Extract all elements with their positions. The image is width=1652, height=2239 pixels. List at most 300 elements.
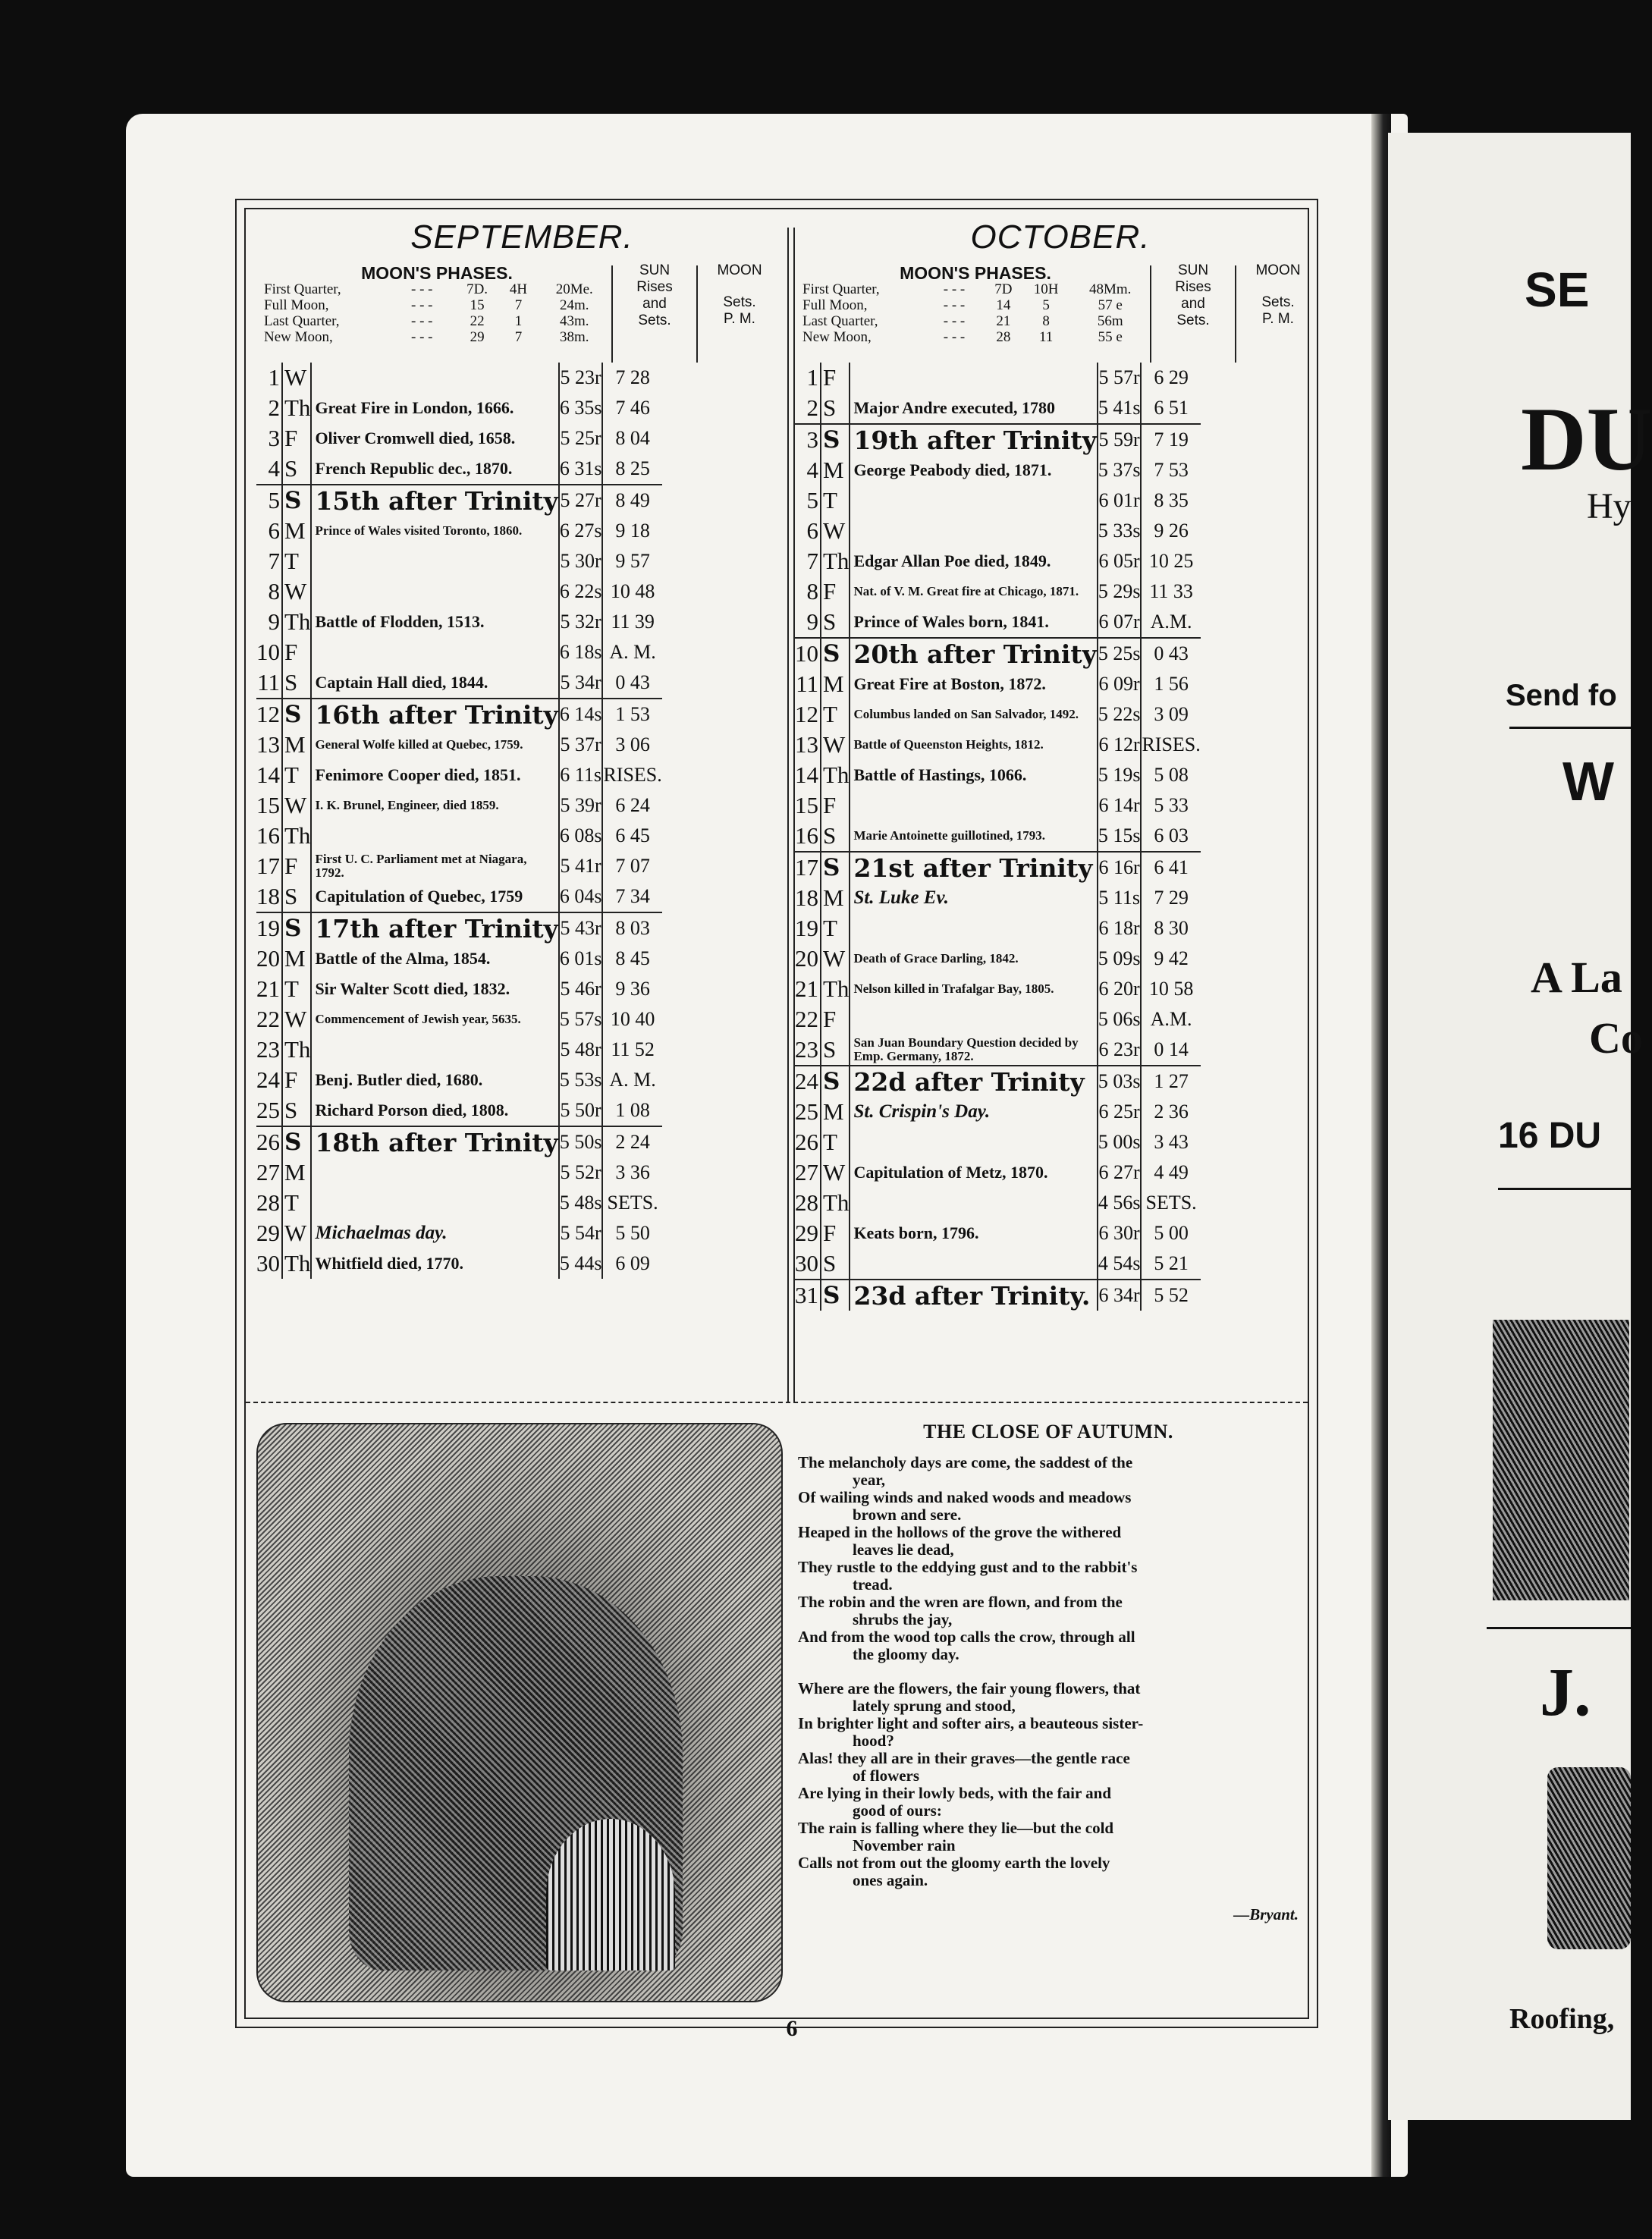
weekday: M xyxy=(282,516,311,546)
sun-time: 4 54s xyxy=(1098,1248,1142,1280)
day-row xyxy=(795,1035,1201,1066)
day-row xyxy=(795,974,1201,1004)
day-row xyxy=(795,883,1201,913)
poem-stanza xyxy=(798,1680,1299,1889)
weekday: S xyxy=(821,424,850,455)
moon-time: 7 53 xyxy=(1141,455,1200,485)
sunday-row xyxy=(795,1280,1201,1311)
day-row xyxy=(256,1188,662,1218)
sun-time: 5 50s xyxy=(559,1126,603,1157)
moon-phase-name: New Moon, xyxy=(264,329,333,345)
moon-phase-row xyxy=(262,297,611,313)
moon-phase-name: New Moon, xyxy=(802,329,872,345)
day-row xyxy=(795,699,1201,730)
moon-phase-hour: 1 xyxy=(514,313,523,329)
day-number: 23 xyxy=(795,1036,818,1063)
weekday: W xyxy=(282,363,311,393)
september-moon-phases xyxy=(262,265,611,345)
day-row xyxy=(256,851,662,881)
day-row xyxy=(256,607,662,637)
divider-rule xyxy=(1509,727,1631,729)
weekday: F xyxy=(821,1218,850,1248)
moon-phase-hour: 10H xyxy=(1033,281,1059,297)
moon-time: 7 28 xyxy=(602,363,661,393)
moon-phase-row xyxy=(801,281,1150,297)
day-row xyxy=(256,637,662,667)
moon-phase-hour: 7 xyxy=(514,297,523,313)
day-row xyxy=(795,393,1201,424)
weekday: W xyxy=(282,576,311,607)
day-number: 12 xyxy=(795,701,818,727)
day-row xyxy=(256,1035,662,1065)
day-number: 31 xyxy=(795,1280,821,1311)
sunday-title: 17th after Trinity xyxy=(311,912,558,944)
day-row xyxy=(256,974,662,1004)
weekday: S xyxy=(821,1066,850,1097)
day-event xyxy=(850,790,1097,821)
moon-phase-dots: - - - xyxy=(411,297,433,313)
day-number: 26 xyxy=(256,1126,282,1157)
day-event: Battle of Flodden, 1513. xyxy=(311,607,558,637)
day-row xyxy=(256,516,662,546)
day-event: Battle of Queenston Heights, 1812. xyxy=(850,730,1097,760)
day-event: Sir Walter Scott died, 1832. xyxy=(311,974,558,1004)
right-page-engraving xyxy=(1493,1320,1629,1600)
moon-time: 3 36 xyxy=(602,1157,661,1188)
moon-phase-minute: 56m xyxy=(1097,313,1123,329)
weekday: F xyxy=(821,576,850,607)
right-fragment: A La xyxy=(1531,953,1622,1002)
day-event xyxy=(311,363,558,393)
day-number: 25 xyxy=(256,1097,280,1123)
october-moon-phases xyxy=(801,265,1150,345)
weekday: S xyxy=(282,485,311,516)
weekday: W xyxy=(821,516,850,546)
page-number: 6 xyxy=(786,2016,798,2041)
moon-time: 9 42 xyxy=(1141,944,1200,974)
weekday: Th xyxy=(282,393,311,423)
sun-time: 5 37r xyxy=(559,730,603,760)
weekday: W xyxy=(821,944,850,974)
day-event: Capitulation of Metz, 1870. xyxy=(850,1157,1097,1188)
moon-phase-day: 7D xyxy=(994,281,1013,297)
day-number: 25 xyxy=(795,1098,818,1125)
day-number: 17 xyxy=(256,853,280,879)
day-row xyxy=(256,790,662,821)
moon-time: 8 25 xyxy=(602,454,661,485)
day-row xyxy=(795,1157,1201,1188)
moon-phases-table xyxy=(801,281,1150,345)
poem-line: Heaped in the hollows of the grove the withered xyxy=(798,1523,1122,1541)
day-event: St. Luke Ev. xyxy=(850,883,1097,913)
day-number: 24 xyxy=(795,1066,821,1097)
sun-time: 6 08s xyxy=(559,821,603,851)
moon-time: 9 18 xyxy=(602,516,661,546)
weekday: Th xyxy=(821,1188,850,1218)
sun-time: 6 20r xyxy=(1098,974,1142,1004)
moon-phase-row xyxy=(262,313,611,329)
weekday: T xyxy=(821,913,850,944)
day-event xyxy=(311,637,558,667)
day-row xyxy=(256,363,662,393)
day-event xyxy=(850,1127,1097,1157)
moon-time: 2 36 xyxy=(1141,1097,1200,1127)
moon-phase-day: 22 xyxy=(470,313,485,329)
day-row xyxy=(256,454,662,485)
moon-phase-name: First Quarter, xyxy=(802,281,880,297)
moon-time: SETS. xyxy=(1141,1188,1200,1218)
sun-time: 5 30r xyxy=(559,546,603,576)
day-row xyxy=(795,760,1201,790)
sun-time: 6 01r xyxy=(1098,485,1142,516)
moon-phase-row xyxy=(801,329,1150,345)
poem-line-continuation: shrubs the jay, xyxy=(853,1610,953,1628)
day-event xyxy=(311,821,558,851)
sunday-row xyxy=(795,424,1201,455)
day-event: Battle of the Alma, 1854. xyxy=(311,944,558,974)
moon-time: 8 30 xyxy=(1141,913,1200,944)
moon-time: 0 43 xyxy=(1141,638,1200,669)
right-fragment: DU xyxy=(1521,388,1652,489)
day-number: 29 xyxy=(256,1220,280,1246)
moon-time: 8 03 xyxy=(602,912,661,944)
moon-phase-dots: - - - xyxy=(411,329,433,345)
weekday: W xyxy=(821,730,850,760)
day-number: 15 xyxy=(256,792,280,818)
sun-time: 6 18s xyxy=(559,637,603,667)
day-event: Prince of Wales born, 1841. xyxy=(850,607,1097,638)
weekday: F xyxy=(821,363,850,393)
day-row xyxy=(795,455,1201,485)
almanac-inner-frame xyxy=(244,208,1309,2041)
moon-time: 6 24 xyxy=(602,790,661,821)
sunday-title: 21st after Trinity xyxy=(850,852,1097,883)
day-row xyxy=(256,393,662,423)
moon-column-heading: MOON Sets. P. M. xyxy=(1255,262,1301,327)
sun-time: 5 33s xyxy=(1098,516,1142,546)
poem-line-continuation: ones again. xyxy=(853,1871,928,1889)
weekday: M xyxy=(821,1097,850,1127)
day-number: 11 xyxy=(796,670,818,697)
weekday: Th xyxy=(821,760,850,790)
sunday-row xyxy=(256,1126,662,1157)
day-row xyxy=(795,363,1201,393)
day-row xyxy=(795,485,1201,516)
sun-time: 4 56s xyxy=(1098,1188,1142,1218)
day-number: 20 xyxy=(256,945,280,972)
day-row xyxy=(256,1218,662,1248)
moon-column-heading: MOON Sets. P. M. xyxy=(717,262,762,327)
moon-time: 5 33 xyxy=(1141,790,1200,821)
sun-time: 6 04s xyxy=(559,881,603,912)
day-event: Prince of Wales visited Toronto, 1860. xyxy=(311,516,558,546)
sunday-row xyxy=(256,485,662,516)
moon-phase-row xyxy=(801,313,1150,329)
moon-phase-hour: 5 xyxy=(1042,297,1050,313)
moon-time: RISES. xyxy=(1141,730,1200,760)
moon-phase-dots: - - - xyxy=(411,281,433,297)
day-number: 28 xyxy=(795,1189,818,1216)
moon-phase-hour: 8 xyxy=(1042,313,1050,329)
day-row xyxy=(795,669,1201,699)
day-event xyxy=(311,1157,558,1188)
sun-time: 5 15s xyxy=(1098,821,1142,852)
moon-time: 1 08 xyxy=(602,1095,661,1126)
day-number: 27 xyxy=(795,1159,818,1185)
sunday-row xyxy=(256,699,662,730)
day-event: Commencement of Jewish year, 5635. xyxy=(311,1004,558,1035)
day-row xyxy=(256,423,662,454)
sun-time: 5 44s xyxy=(559,1248,603,1279)
moon-phase-minute: 55 e xyxy=(1098,329,1123,345)
weekday: T xyxy=(282,974,311,1004)
weekday: T xyxy=(282,760,311,790)
moon-time: 8 49 xyxy=(602,485,661,516)
day-event: Nat. of V. M. Great fire at Chicago, 1871. xyxy=(850,576,1097,607)
right-fragment: Roofing, xyxy=(1509,2003,1615,2035)
right-fragment: 16 DU xyxy=(1498,1116,1602,1156)
day-number: 27 xyxy=(256,1159,280,1185)
day-event: Benj. Butler died, 1680. xyxy=(311,1065,558,1095)
day-event: I. K. Brunel, Engineer, died 1859. xyxy=(311,790,558,821)
moon-phase-name: First Quarter, xyxy=(264,281,341,297)
day-number: 5 xyxy=(806,487,818,513)
day-number: 19 xyxy=(795,915,818,941)
moon-time: RISES. xyxy=(602,760,661,790)
moon-time: 5 08 xyxy=(1141,760,1200,790)
day-number: 16 xyxy=(256,822,280,849)
moon-time: 8 04 xyxy=(602,423,661,454)
sun-time: 5 11s xyxy=(1098,883,1142,913)
weekday: Th xyxy=(282,1035,311,1065)
sunday-title: 20th after Trinity xyxy=(850,638,1097,669)
day-number: 28 xyxy=(256,1189,280,1216)
sun-column-heading: SUN Rises and Sets. xyxy=(636,262,673,328)
poem-line-continuation: lately sprung and stood, xyxy=(853,1697,1016,1715)
weekday: S xyxy=(282,699,311,730)
day-number: 8 xyxy=(806,578,818,604)
moon-time: 3 43 xyxy=(1141,1127,1200,1157)
day-number: 8 xyxy=(268,578,280,604)
day-event: Great Fire at Boston, 1872. xyxy=(850,669,1097,699)
sun-time: 5 27r xyxy=(559,485,603,516)
day-row xyxy=(795,1004,1201,1035)
day-number: 1 xyxy=(268,364,280,391)
moon-time: A. M. xyxy=(602,1065,661,1095)
moon-phase-hour: 11 xyxy=(1038,329,1054,345)
autumn-engraving-illustration xyxy=(256,1423,783,2002)
weekday: S xyxy=(282,912,311,944)
moon-phase-day: 14 xyxy=(996,297,1011,313)
day-number: 30 xyxy=(256,1250,280,1277)
moon-time: 10 48 xyxy=(602,576,661,607)
day-row xyxy=(256,881,662,912)
moon-phase-row xyxy=(801,297,1150,313)
weekday: T xyxy=(282,546,311,576)
poem-line: Calls not from out the gloomy earth the lovely xyxy=(798,1854,1110,1872)
sun-time: 6 23r xyxy=(1098,1035,1142,1066)
sun-time: 6 25r xyxy=(1098,1097,1142,1127)
poem-line-continuation: of flowers xyxy=(853,1766,920,1785)
day-event xyxy=(311,1035,558,1065)
moon-time: 3 06 xyxy=(602,730,661,760)
poem-title: THE CLOSE OF AUTUMN. xyxy=(923,1421,1173,1443)
day-number: 21 xyxy=(256,975,280,1002)
sun-column-heading: SUN Rises and Sets. xyxy=(1175,262,1211,328)
weekday: S xyxy=(282,667,311,699)
moon-time: 5 21 xyxy=(1141,1248,1200,1280)
month-divider xyxy=(787,228,795,1402)
weekday: S xyxy=(821,1280,850,1311)
poem-line-continuation: leaves lie dead, xyxy=(853,1540,954,1559)
moon-time: 1 56 xyxy=(1141,669,1200,699)
day-event: First U. C. Parliament met at Niagara, 1792. xyxy=(311,851,558,881)
sun-time: 5 46r xyxy=(559,974,603,1004)
day-event: Nelson killed in Trafalgar Bay, 1805. xyxy=(850,974,1097,1004)
day-row xyxy=(795,1097,1201,1127)
day-number: 10 xyxy=(795,638,821,669)
moon-time: SETS. xyxy=(602,1188,661,1218)
day-event: Major Andre executed, 1780 xyxy=(850,393,1097,424)
moon-phase-dots: - - - xyxy=(943,281,966,297)
october-days-table xyxy=(795,363,1201,1311)
day-number: 30 xyxy=(795,1250,818,1277)
moon-phase-day: 7D. xyxy=(466,281,488,297)
moon-time: 1 27 xyxy=(1141,1066,1200,1097)
moon-time: 2 24 xyxy=(602,1126,661,1157)
weekday: F xyxy=(282,423,311,454)
sunday-title: 16th after Trinity xyxy=(311,699,558,730)
sun-time: 5 50r xyxy=(559,1095,603,1126)
weekday: S xyxy=(821,1035,850,1066)
poem-line-continuation: tread. xyxy=(853,1575,893,1594)
day-row xyxy=(256,944,662,974)
moon-time: A. M. xyxy=(602,637,661,667)
right-fragment: SE xyxy=(1525,262,1590,317)
moon-time: 6 51 xyxy=(1141,393,1200,424)
day-row xyxy=(795,944,1201,974)
day-row xyxy=(795,576,1201,607)
day-event xyxy=(850,1004,1097,1035)
poem-stanza xyxy=(798,1454,1299,1663)
moon-phase-row xyxy=(262,329,611,345)
september-title: SEPTEMBER. xyxy=(410,218,633,256)
weekday: S xyxy=(282,454,311,485)
day-row xyxy=(795,1218,1201,1248)
day-row xyxy=(795,790,1201,821)
day-number: 6 xyxy=(806,517,818,544)
sun-time: 6 27s xyxy=(559,516,603,546)
weekday: M xyxy=(282,944,311,974)
day-event: Michaelmas day. xyxy=(311,1218,558,1248)
right-fragment: J. xyxy=(1540,1655,1591,1730)
poem-line-continuation: brown and sere. xyxy=(853,1506,962,1524)
weekday: Th xyxy=(282,821,311,851)
right-fragment: Co xyxy=(1589,1013,1643,1063)
poem-line-continuation: the gloomy day. xyxy=(853,1645,959,1663)
sun-time: 5 32r xyxy=(559,607,603,637)
day-number: 14 xyxy=(256,762,280,788)
sun-time: 5 06s xyxy=(1098,1004,1142,1035)
moon-time: 6 09 xyxy=(602,1248,661,1279)
day-event xyxy=(850,485,1097,516)
day-event: Fenimore Cooper died, 1851. xyxy=(311,760,558,790)
day-number: 5 xyxy=(256,485,282,516)
moon-time: 8 45 xyxy=(602,944,661,974)
day-event: Columbus landed on San Salvador, 1492. xyxy=(850,699,1097,730)
moon-phase-minute: 43m. xyxy=(559,313,589,329)
day-number: 4 xyxy=(806,457,818,483)
weekday: W xyxy=(821,1157,850,1188)
weekday: Th xyxy=(282,607,311,637)
divider-rule xyxy=(1498,1188,1631,1190)
poem-author: —Bryant. xyxy=(1233,1905,1299,1923)
day-event xyxy=(850,1248,1097,1280)
sun-time: 6 22s xyxy=(559,576,603,607)
weekday: F xyxy=(282,637,311,667)
sun-time: 5 52r xyxy=(559,1157,603,1188)
weekday: T xyxy=(821,1127,850,1157)
day-row xyxy=(256,546,662,576)
sunday-row xyxy=(795,1066,1201,1097)
day-number: 11 xyxy=(257,669,280,696)
sun-time: 6 27r xyxy=(1098,1157,1142,1188)
day-number: 18 xyxy=(795,884,818,911)
day-number: 22 xyxy=(795,1006,818,1032)
weekday: M xyxy=(821,455,850,485)
sun-time: 5 22s xyxy=(1098,699,1142,730)
day-event: Whitfield died, 1770. xyxy=(311,1248,558,1279)
sun-time: 5 39r xyxy=(559,790,603,821)
day-row xyxy=(795,913,1201,944)
weekday: Th xyxy=(282,1248,311,1279)
girl-figure xyxy=(546,1819,675,1971)
sun-time: 6 11s xyxy=(559,760,603,790)
moon-phase-day: 15 xyxy=(470,297,485,313)
moon-time: 5 52 xyxy=(1141,1280,1200,1311)
sun-time: 6 16r xyxy=(1098,852,1142,883)
sun-time: 6 18r xyxy=(1098,913,1142,944)
poem-line-continuation: hood? xyxy=(853,1732,894,1750)
day-event: Oliver Cromwell died, 1658. xyxy=(311,423,558,454)
day-event xyxy=(311,1188,558,1218)
day-number: 9 xyxy=(268,608,280,635)
sun-time: 6 34r xyxy=(1098,1280,1142,1311)
day-number: 13 xyxy=(256,731,280,758)
sunday-row xyxy=(795,638,1201,669)
sun-time: 5 57s xyxy=(559,1004,603,1035)
weekday: S xyxy=(282,881,311,912)
sun-time: 5 41s xyxy=(1098,393,1142,424)
almanac-frame xyxy=(235,199,1318,2041)
day-row xyxy=(795,516,1201,546)
sun-time: 6 30r xyxy=(1098,1218,1142,1248)
sun-time: 5 00s xyxy=(1098,1127,1142,1157)
day-number: 13 xyxy=(795,731,818,758)
day-row xyxy=(795,1248,1201,1280)
weekday: T xyxy=(821,485,850,516)
weekday: S xyxy=(282,1126,311,1157)
day-number: 19 xyxy=(256,912,282,944)
day-number: 15 xyxy=(795,792,818,818)
day-row xyxy=(256,576,662,607)
day-number: 18 xyxy=(256,883,280,909)
weekday: T xyxy=(821,699,850,730)
moon-phase-dots: - - - xyxy=(943,313,966,329)
weekday: W xyxy=(282,1004,311,1035)
day-row xyxy=(256,760,662,790)
day-event xyxy=(311,576,558,607)
